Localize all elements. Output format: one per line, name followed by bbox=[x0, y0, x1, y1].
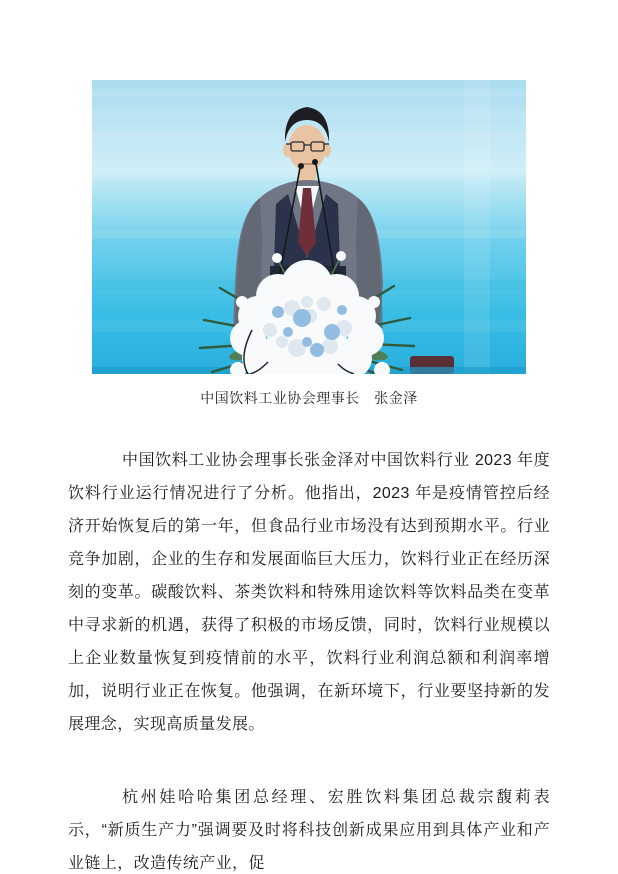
lily-bud bbox=[272, 253, 282, 263]
blue-flower bbox=[272, 306, 284, 318]
light-streak bbox=[464, 80, 490, 374]
flower-bud bbox=[236, 296, 248, 308]
speaker-photo-illustration bbox=[92, 80, 526, 374]
petal-shadow bbox=[263, 323, 277, 337]
light-band bbox=[92, 90, 526, 96]
blue-flower bbox=[283, 327, 293, 337]
photo-caption: 中国饮料工业协会理事长 张金泽 bbox=[200, 390, 418, 406]
petal-shadow bbox=[322, 338, 338, 354]
lily-bud bbox=[336, 251, 346, 261]
petal-shadow bbox=[317, 297, 331, 311]
paragraph-wahaha-statement: 杭州娃哈哈集团总经理、宏胜饮料集团总裁宗馥莉表示，“新质生产力”强调要及时将科技创新成果应用到具体产业和产业链上，改造传统产业，促 bbox=[68, 789, 550, 872]
flower-bud bbox=[368, 296, 380, 308]
petal-shadow bbox=[301, 296, 313, 308]
article-body bbox=[68, 444, 550, 874]
blue-flower bbox=[324, 324, 340, 340]
blue-flower bbox=[337, 305, 347, 315]
microphone-head bbox=[312, 159, 318, 165]
microphone-head bbox=[298, 163, 304, 169]
speaker-photo bbox=[92, 80, 526, 374]
paragraph-industry-analysis: 中国饮料工业协会理事长张金泽对中国饮料行业 2023 年度饮料行业运行情况进行了分析。他指出，2023 年是疫情管控后经济开始恢复后的第一年，但食品行业市场没有达到预期水平。行业竞争加剧，企业的生存和发展面临巨大压力，饮料行业正在经历深刻的变革。碳酸饮料、茶类饮料和特殊用途饮料等饮料品类在变革中寻求新的机遇，获得了积极的市场反馈，同时，饮料行业规模以上企业数量恢复到疫情前的水平，饮料行业利润总额和利润率增加，说明行业正在恢复。他强调，在新环境下，行业要坚持新的发展理念，实现高质量发展。 bbox=[68, 452, 550, 733]
petal-shadow bbox=[276, 336, 288, 348]
blue-flower bbox=[302, 337, 312, 347]
blue-flower bbox=[310, 343, 324, 357]
blue-flower bbox=[293, 309, 311, 327]
